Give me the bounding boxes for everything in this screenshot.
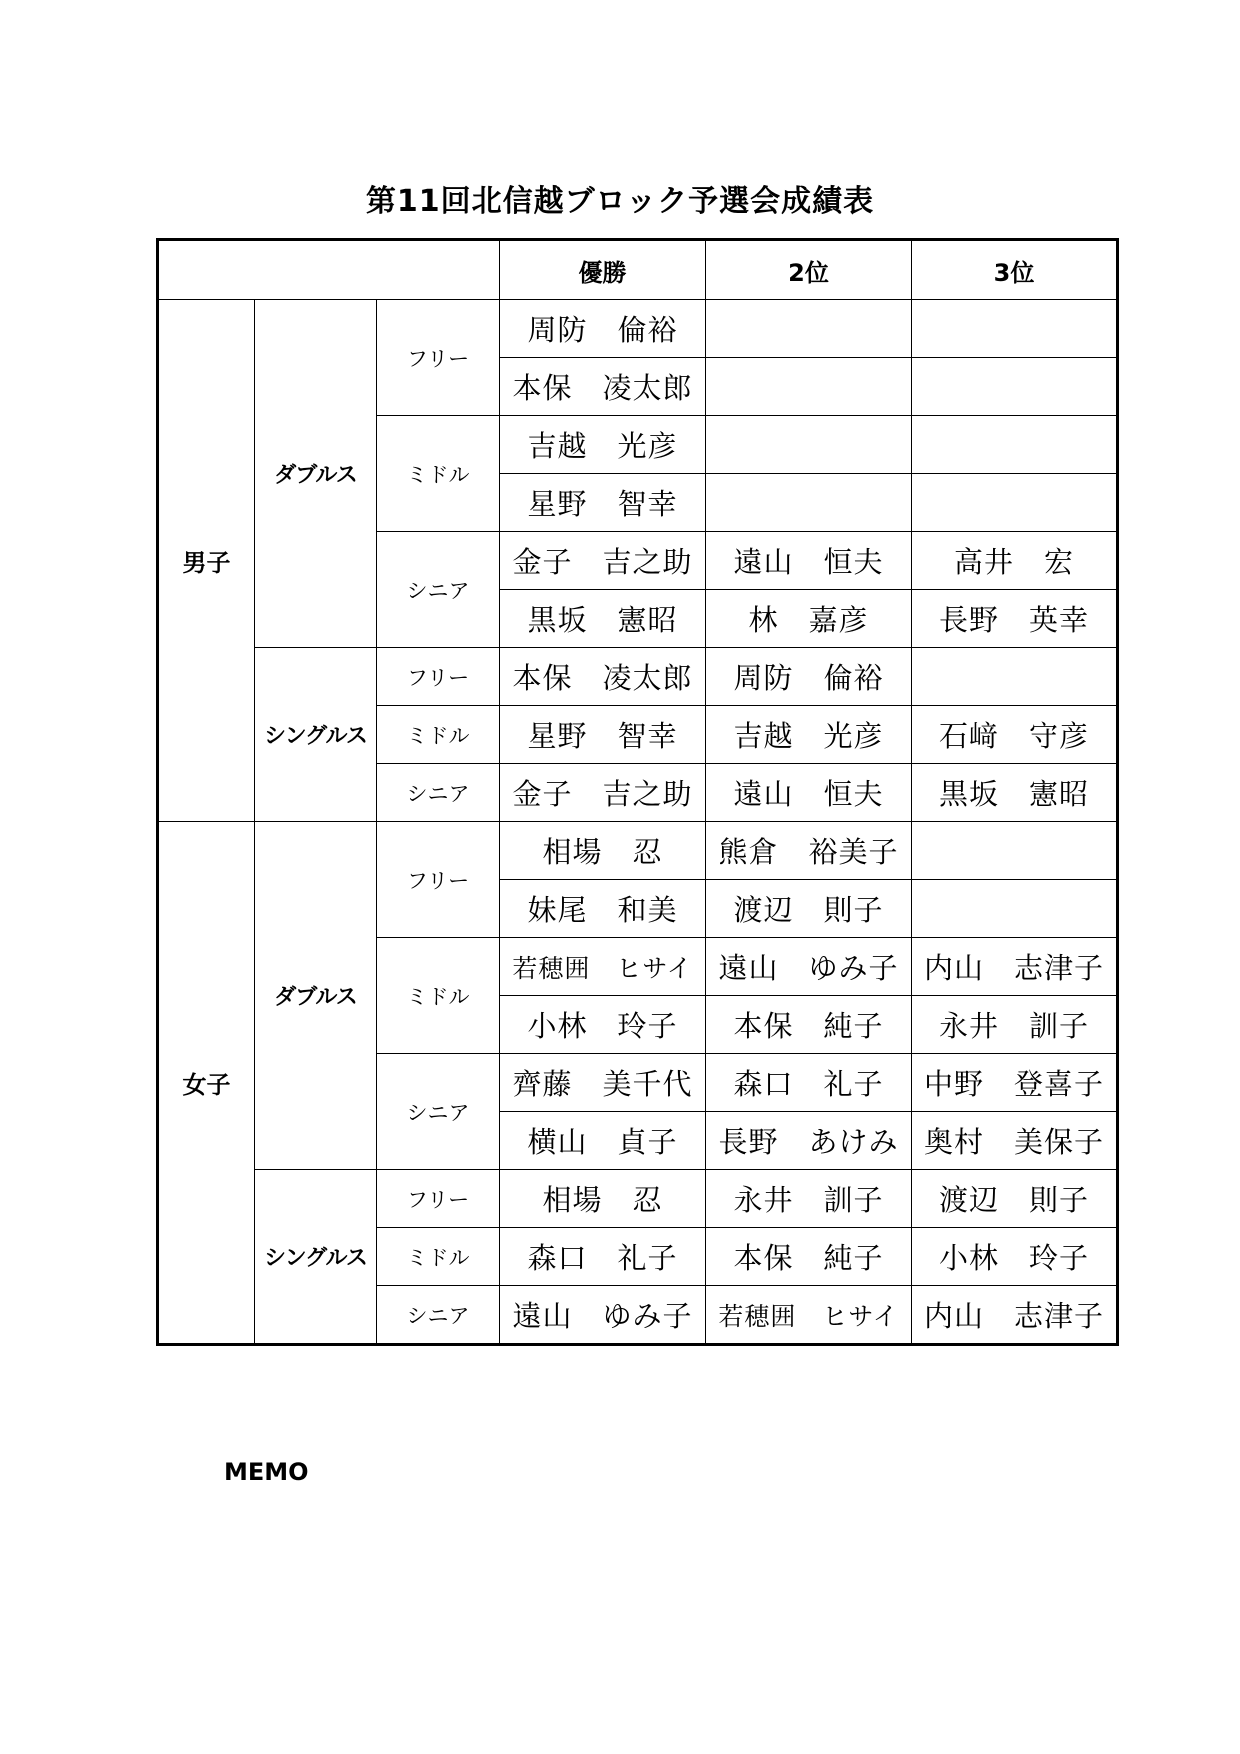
name-cell: 金子 吉之助 [500, 532, 706, 590]
name-cell: 黒坂 憲昭 [912, 764, 1118, 822]
level-men-singles-middle: ミドル [377, 706, 500, 764]
name-cell [706, 300, 912, 358]
name-cell [912, 474, 1118, 532]
type-women-singles: シングルス [255, 1170, 377, 1345]
name-cell [706, 474, 912, 532]
level-women-doubles-senior: シニア [377, 1054, 500, 1170]
name-cell: 黒坂 憲昭 [500, 590, 706, 648]
name-cell [912, 300, 1118, 358]
name-cell: 長野 英幸 [912, 590, 1118, 648]
name-cell: 永井 訓子 [912, 996, 1118, 1054]
name-cell: 星野 智幸 [500, 474, 706, 532]
name-cell: 齊藤 美千代 [500, 1054, 706, 1112]
level-men-doubles-middle: ミドル [377, 416, 500, 532]
name-cell: 金子 吉之助 [500, 764, 706, 822]
name-cell: 本保 純子 [706, 996, 912, 1054]
table-row [158, 648, 1118, 706]
name-cell: 奥村 美保子 [912, 1112, 1118, 1170]
name-cell: 遠山 恒夫 [706, 532, 912, 590]
header-winner: 優勝 [500, 240, 706, 300]
name-cell: 吉越 光彦 [500, 416, 706, 474]
name-cell: 渡辺 則子 [706, 880, 912, 938]
name-cell: 本保 凌太郎 [500, 358, 706, 416]
level-women-singles-free: フリー [377, 1170, 500, 1228]
name-cell: 遠山 恒夫 [706, 764, 912, 822]
name-cell: 本保 純子 [706, 1228, 912, 1286]
name-cell: 相場 忍 [500, 1170, 706, 1228]
header-blank-cell [158, 240, 500, 300]
name-cell: 若穂囲 ヒサイ [706, 1286, 912, 1345]
name-cell: 小林 玲子 [912, 1228, 1118, 1286]
name-cell: 森口 礼子 [706, 1054, 912, 1112]
level-women-doubles-middle: ミドル [377, 938, 500, 1054]
category-men: 男子 [158, 300, 255, 822]
name-cell: 星野 智幸 [500, 706, 706, 764]
name-cell: 若穂囲 ヒサイ [500, 938, 706, 996]
level-women-doubles-free: フリー [377, 822, 500, 938]
name-cell: 妹尾 和美 [500, 880, 706, 938]
document-title: 第11回北信越ブロック予選会成績表 [365, 184, 875, 219]
name-cell [706, 416, 912, 474]
name-cell: 周防 倫裕 [706, 648, 912, 706]
name-cell: 横山 貞子 [500, 1112, 706, 1170]
name-cell [912, 358, 1118, 416]
name-cell: 内山 志津子 [912, 1286, 1118, 1345]
name-cell: 中野 登喜子 [912, 1054, 1118, 1112]
name-cell: 吉越 光彦 [706, 706, 912, 764]
type-men-singles: シングルス [255, 648, 377, 822]
table-row [158, 1170, 1118, 1228]
level-men-doubles-free: フリー [377, 300, 500, 416]
name-cell: 小林 玲子 [500, 996, 706, 1054]
name-cell: 高井 宏 [912, 532, 1118, 590]
name-cell: 遠山 ゆみ子 [500, 1286, 706, 1345]
type-men-doubles: ダブルス [255, 300, 377, 648]
name-cell [912, 822, 1118, 880]
results-table [156, 238, 1119, 1346]
name-cell: 熊倉 裕美子 [706, 822, 912, 880]
memo-label: MEMO [224, 1458, 309, 1486]
name-cell [912, 880, 1118, 938]
category-women: 女子 [158, 822, 255, 1345]
name-cell: 遠山 ゆみ子 [706, 938, 912, 996]
name-cell: 森口 礼子 [500, 1228, 706, 1286]
name-cell: 林 嘉彦 [706, 590, 912, 648]
header-row [158, 240, 1118, 300]
name-cell: 相場 忍 [500, 822, 706, 880]
level-women-singles-senior: シニア [377, 1286, 500, 1345]
name-cell: 周防 倫裕 [500, 300, 706, 358]
level-men-doubles-senior: シニア [377, 532, 500, 648]
name-cell: 内山 志津子 [912, 938, 1118, 996]
header-second: 2位 [706, 240, 912, 300]
name-cell [912, 648, 1118, 706]
name-cell: 本保 凌太郎 [500, 648, 706, 706]
name-cell [706, 358, 912, 416]
name-cell [912, 416, 1118, 474]
header-third: 3位 [912, 240, 1118, 300]
level-men-singles-free: フリー [377, 648, 500, 706]
name-cell: 長野 あけみ [706, 1112, 912, 1170]
level-women-singles-middle: ミドル [377, 1228, 500, 1286]
name-cell: 渡辺 則子 [912, 1170, 1118, 1228]
table-row [158, 300, 1118, 358]
table-row [158, 822, 1118, 880]
name-cell: 永井 訓子 [706, 1170, 912, 1228]
level-men-singles-senior: シニア [377, 764, 500, 822]
name-cell: 石﨑 守彦 [912, 706, 1118, 764]
type-women-doubles: ダブルス [255, 822, 377, 1170]
